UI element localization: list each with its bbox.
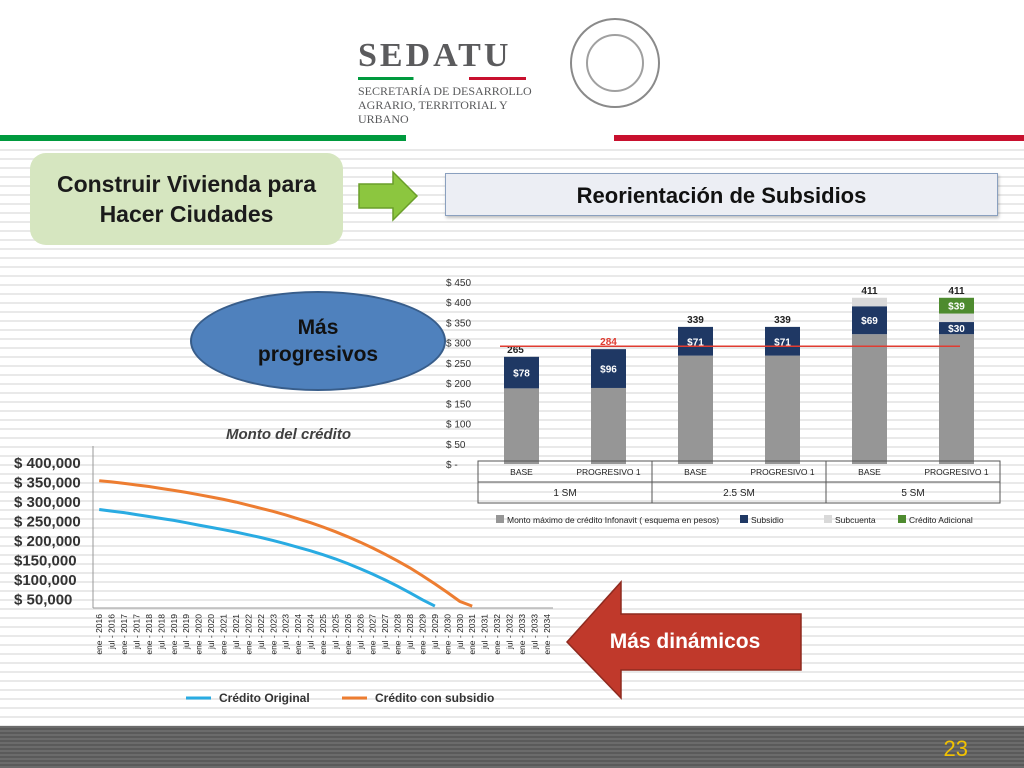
- bar-category-label: BASE: [510, 467, 533, 477]
- bar-segment-monto: [939, 334, 974, 464]
- line-x-tick: ene - 2024: [293, 614, 304, 655]
- line-x-tick: ene - 2021: [218, 614, 229, 655]
- line-x-tick: ene - 2020: [193, 614, 204, 655]
- logo-subtitle-1: SECRETARÍA DE DESARROLLO: [358, 84, 532, 98]
- reorientacion-subsidios-box: Reorientación de Subsidios: [445, 173, 998, 216]
- bar-segment-subcuenta: [939, 314, 974, 322]
- line-x-tick: jul - 2032: [504, 614, 515, 649]
- bar-segment-monto: [591, 388, 626, 464]
- bar-segment-label: $78: [513, 368, 530, 380]
- line-x-tick: jul - 2024: [305, 614, 316, 649]
- bar-category-label: PROGRESIVO 1: [576, 467, 641, 477]
- flag-bar-green: [0, 135, 406, 141]
- line-x-tick: jul - 2030: [454, 614, 465, 649]
- bar-category-label: BASE: [858, 467, 881, 477]
- bar-y-tick: $ 200: [446, 379, 472, 391]
- logo-subtitle-2: AGRARIO, TERRITORIAL Y URBANO: [358, 98, 508, 126]
- line-x-tick: ene - 2027: [367, 614, 378, 655]
- legend-label: Subsidio: [751, 515, 784, 525]
- line-x-tick: ene - 2016: [94, 614, 105, 655]
- credit-line-chart: [8, 420, 568, 716]
- bar-total-label: 411: [861, 285, 878, 297]
- line-x-tick: ene - 2033: [516, 614, 527, 655]
- line-x-tick: jul - 2020: [206, 614, 217, 649]
- logo-flag-line: [358, 77, 526, 80]
- line-x-tick: jul - 2021: [230, 614, 241, 649]
- bar-y-tick: $ 100: [446, 419, 472, 431]
- line-y-tick: $150,000: [14, 552, 77, 570]
- bar-total-label: 265: [507, 344, 524, 356]
- bar-group-label: 5 SM: [901, 488, 925, 499]
- bar-segment-label: $69: [861, 316, 878, 328]
- bar-segment-label: $30: [948, 324, 965, 336]
- national-seal-icon: [570, 18, 660, 108]
- bar-segment-label: $96: [600, 364, 617, 376]
- line-x-tick: jul - 2016: [106, 614, 117, 649]
- line-y-tick: $100,000: [14, 571, 77, 589]
- bar-category-label: BASE: [684, 467, 707, 477]
- line-x-tick: jul - 2018: [156, 614, 167, 649]
- bar-segment-monto: [678, 356, 713, 464]
- line-x-tick: jul - 2025: [330, 614, 341, 649]
- line-x-tick: jul - 2017: [131, 614, 142, 649]
- eagle-icon: [586, 34, 644, 92]
- bar-y-tick: $ -: [446, 460, 458, 471]
- legend-label: Monto máximo de crédito Infonavit ( esquema en pesos): [507, 515, 720, 525]
- bar-total-label: 284: [600, 337, 617, 349]
- line-x-tick: ene - 2030: [442, 614, 453, 655]
- bar-segment-label: $71: [774, 337, 791, 349]
- left-box-line2: Hacer Ciudades: [99, 201, 274, 227]
- bar-total-label: 411: [948, 285, 965, 297]
- legend-swatch: [740, 515, 748, 523]
- bar-y-tick: $ 50: [446, 439, 466, 451]
- logo-title: SEDATU: [358, 37, 512, 74]
- bar-total-label: 339: [774, 314, 791, 326]
- line-x-tick: ene - 2032: [492, 614, 503, 655]
- line-x-tick: jul - 2029: [429, 614, 440, 649]
- bar-group-label: 2.5 SM: [723, 488, 755, 499]
- line-x-tick: jul - 2033: [529, 614, 540, 649]
- line-x-tick: jul - 2028: [405, 614, 416, 649]
- bar-y-tick: $ 400: [446, 298, 472, 310]
- line-x-tick: jul - 2031: [479, 614, 490, 649]
- bar-y-tick: $ 150: [446, 399, 472, 411]
- line-y-tick: $ 300,000: [14, 493, 81, 511]
- bar-y-tick: $ 350: [446, 318, 472, 330]
- bar-y-tick: $ 300: [446, 338, 472, 350]
- bar-segment-monto: [765, 356, 800, 464]
- line-x-tick: ene - 2031: [467, 614, 478, 655]
- line-x-tick: ene - 2019: [168, 614, 179, 655]
- construir-vivienda-box: [30, 153, 343, 245]
- line-x-tick: ene - 2023: [268, 614, 279, 655]
- ellipse-line2: progresivos: [257, 343, 379, 366]
- legend-label: Subcuenta: [835, 515, 876, 525]
- line-x-tick: jul - 2019: [181, 614, 192, 649]
- bar-segment-monto: [852, 334, 887, 464]
- line-y-tick: $ 400,000: [14, 455, 81, 472]
- line-x-tick: ene - 2018: [143, 614, 154, 655]
- line-y-tick: $ 200,000: [14, 532, 81, 550]
- bar-y-tick: $ 450: [446, 278, 472, 289]
- bar-category-label: PROGRESIVO 1: [924, 467, 989, 477]
- flag-bar-red: [614, 135, 1024, 141]
- line-chart-title: Monto del crédito: [226, 426, 351, 443]
- bar-extra-label: $39: [948, 301, 965, 313]
- line-x-tick: ene - 2022: [243, 614, 254, 655]
- green-arrow-icon: [357, 170, 419, 222]
- line-x-tick: jul - 2023: [280, 614, 291, 649]
- ellipse-line1: Más: [297, 316, 339, 339]
- bar-group-label: 1 SM: [553, 488, 577, 499]
- bar-y-tick: $ 250: [446, 358, 472, 370]
- line-x-tick: ene - 2034: [541, 614, 552, 655]
- legend-swatch: [824, 515, 832, 523]
- line-x-tick: jul - 2027: [380, 614, 391, 649]
- line-legend-label: Crédito Original: [219, 691, 310, 705]
- line-legend-label: Crédito con subsidio: [375, 691, 495, 705]
- line-y-tick: $ 250,000: [14, 513, 81, 531]
- bar-segment-label: $71: [687, 337, 704, 349]
- line-y-tick: $ 350,000: [14, 474, 81, 492]
- line-x-tick: ene - 2026: [342, 614, 353, 655]
- line-x-tick: jul - 2026: [355, 614, 366, 649]
- page-number: 23: [943, 736, 968, 761]
- line-x-tick: ene - 2028: [392, 614, 403, 655]
- left-box-line1: Construir Vivienda para: [56, 171, 317, 197]
- line-y-tick: $ 50,000: [14, 591, 73, 609]
- sedatu-logo: [358, 38, 548, 126]
- bar-total-label: 339: [687, 314, 704, 326]
- line-x-tick: jul - 2022: [255, 614, 266, 649]
- series-line-original: [99, 510, 435, 607]
- line-x-tick: ene - 2017: [119, 614, 130, 655]
- bar-segment-subcuenta: [852, 298, 887, 306]
- mas-progresivos-ellipse: [190, 291, 446, 391]
- legend-label: Crédito Adicional: [909, 515, 973, 525]
- bar-category-label: PROGRESIVO 1: [750, 467, 815, 477]
- header: [0, 0, 1024, 142]
- line-x-tick: ene - 2029: [417, 614, 428, 655]
- footer-bar: [0, 726, 1024, 768]
- legend-swatch: [898, 515, 906, 523]
- mas-dinamicos-label: Más dinámicos: [609, 630, 761, 653]
- line-x-tick: ene - 2025: [318, 614, 328, 655]
